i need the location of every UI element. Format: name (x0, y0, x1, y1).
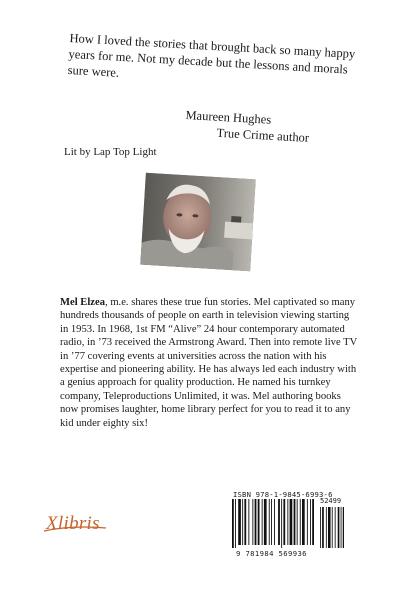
barcode-addon-number: 52499 (320, 497, 342, 505)
author-name: Mel Elzea (60, 297, 106, 308)
endorsement-quote: How I loved the stories that brought back so many happy years for me. Not my decade but the lessons and morals sure were. (67, 30, 356, 80)
author-photo (140, 173, 255, 272)
quote-attribution (184, 107, 310, 146)
logo-swoosh-icon (42, 525, 108, 533)
quote-author-role: True Crime author (216, 125, 310, 145)
quote-author: Maureen Hughes (185, 107, 272, 127)
xlibris-logo (46, 513, 100, 535)
isbn-label: ISBN 978-1-9845-6993-6 (233, 490, 333, 499)
barcode-icon (232, 499, 344, 549)
barcode-digits: 9 781984 569936 (236, 549, 307, 558)
publisher-logo (46, 513, 100, 535)
publisher-name: Xlibris (46, 513, 100, 534)
author-bio-text: , m.e. shares these true fun stories. Mel captivated so many hundreds thousands of people on earth in television viewing starting in 1953. In 1968, 1st FM “Alive” 24 hour contemporary automated radio, in ’73 received the Armstrong Award. Then into remote live TV in ’77 covering events at universities across the nation with his expertise and pioneering ability. He has always led each industry with a genius approach for quality production. He named his turnkey company, Teleproductions Unlimited, it was. Mel authoring books now promises laughter, home library perfect for you to read it to any kid under eighty six! (60, 297, 358, 429)
photo-caption: Lit by Lap Top Light (64, 146, 157, 158)
author-bio (60, 296, 360, 430)
